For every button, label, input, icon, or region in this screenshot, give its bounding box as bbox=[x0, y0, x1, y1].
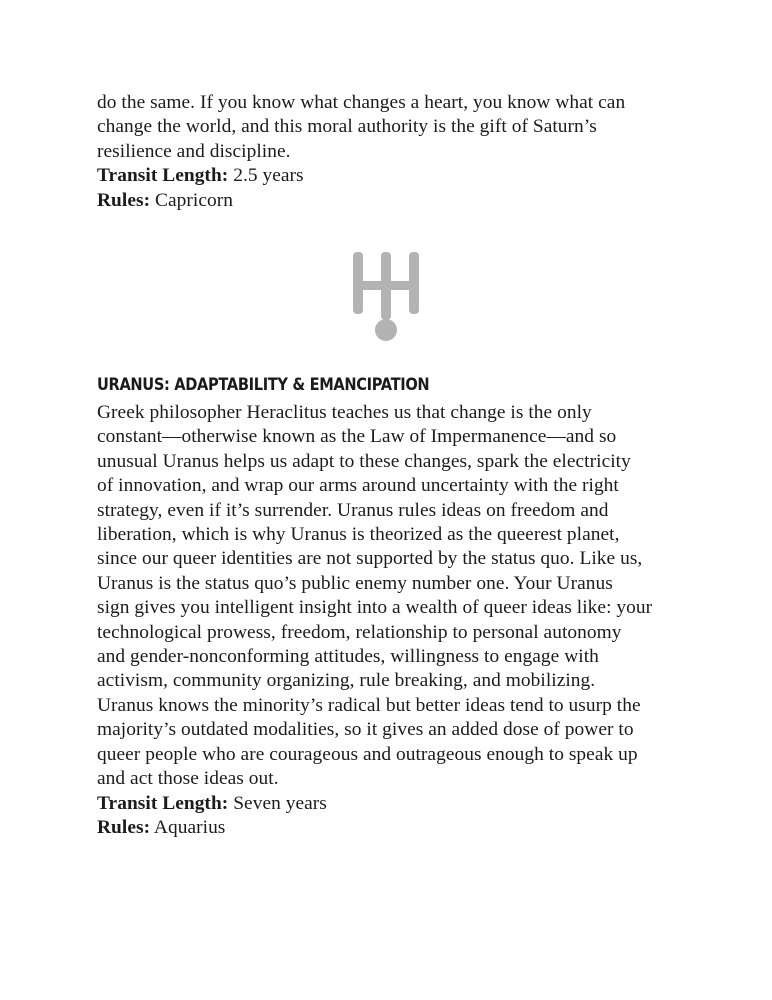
transit-length-label: Transit Length: bbox=[97, 165, 229, 187]
uranus-section-heading: URANUS: ADAPTABILITY & EMANCIPATION bbox=[97, 375, 430, 395]
paragraph-line: sign gives you intelligent insight into a wealth of queer ideas like: your bbox=[97, 597, 653, 619]
uranus-paragraph bbox=[97, 401, 687, 792]
paragraph-line: majority’s outdated modalities, so it gives an added dose of power to bbox=[97, 719, 634, 741]
saturn-transit-length bbox=[97, 164, 687, 188]
paragraph-line: change the world, and this moral authority is the gift of Saturn’s bbox=[97, 116, 597, 138]
transit-length-value: 2.5 years bbox=[233, 165, 304, 187]
saturn-rules bbox=[97, 189, 687, 213]
saturn-paragraph bbox=[97, 91, 687, 164]
paragraph-line: constant—otherwise known as the Law of Impermanence—and so bbox=[97, 426, 617, 448]
transit-length-value: Seven years bbox=[233, 792, 327, 814]
rules-label: Rules: bbox=[97, 816, 151, 838]
rules-value: Aquarius bbox=[153, 816, 226, 838]
paragraph-line: since our queer identities are not supported by the status quo. Like us, bbox=[97, 548, 643, 570]
paragraph-line: Greek philosopher Heraclitus teaches us that change is the only bbox=[97, 402, 592, 423]
uranus-section bbox=[97, 401, 687, 840]
paragraph-line: do the same. If you know what changes a heart, you know what can bbox=[97, 92, 626, 113]
saturn-section-continuation bbox=[97, 91, 687, 213]
paragraph-line: of innovation, and wrap our arms around uncertainty with the right bbox=[97, 475, 619, 497]
paragraph-line: strategy, even if it’s surrender. Uranus rules ideas on freedom and bbox=[97, 499, 609, 521]
paragraph-line: liberation, which is why Uranus is theorized as the queerest planet, bbox=[97, 524, 620, 546]
rules-value: Capricorn bbox=[155, 189, 233, 211]
paragraph-line: technological prowess, freedom, relationship to personal autonomy bbox=[97, 621, 622, 643]
paragraph-line: and gender-nonconforming attitudes, willingness to engage with bbox=[97, 646, 599, 668]
paragraph-line: activism, community organizing, rule breaking, and mobilizing. bbox=[97, 670, 596, 692]
uranus-transit-length bbox=[97, 792, 687, 816]
paragraph-line: resilience and discipline. bbox=[97, 140, 291, 162]
paragraph-line: Uranus is the status quo’s public enemy number one. Your Uranus bbox=[97, 572, 613, 594]
paragraph-line: Uranus knows the minority’s radical but better ideas tend to usurp the bbox=[97, 694, 641, 716]
uranus-glyph-icon bbox=[350, 250, 422, 344]
paragraph-line: and act those ideas out. bbox=[97, 768, 279, 790]
transit-length-label: Transit Length: bbox=[97, 792, 229, 814]
rules-label: Rules: bbox=[97, 189, 151, 211]
uranus-rules bbox=[97, 816, 687, 840]
paragraph-line: unusual Uranus helps us adapt to these changes, spark the electricity bbox=[97, 450, 631, 472]
paragraph-line: queer people who are courageous and outrageous enough to speak up bbox=[97, 743, 638, 765]
